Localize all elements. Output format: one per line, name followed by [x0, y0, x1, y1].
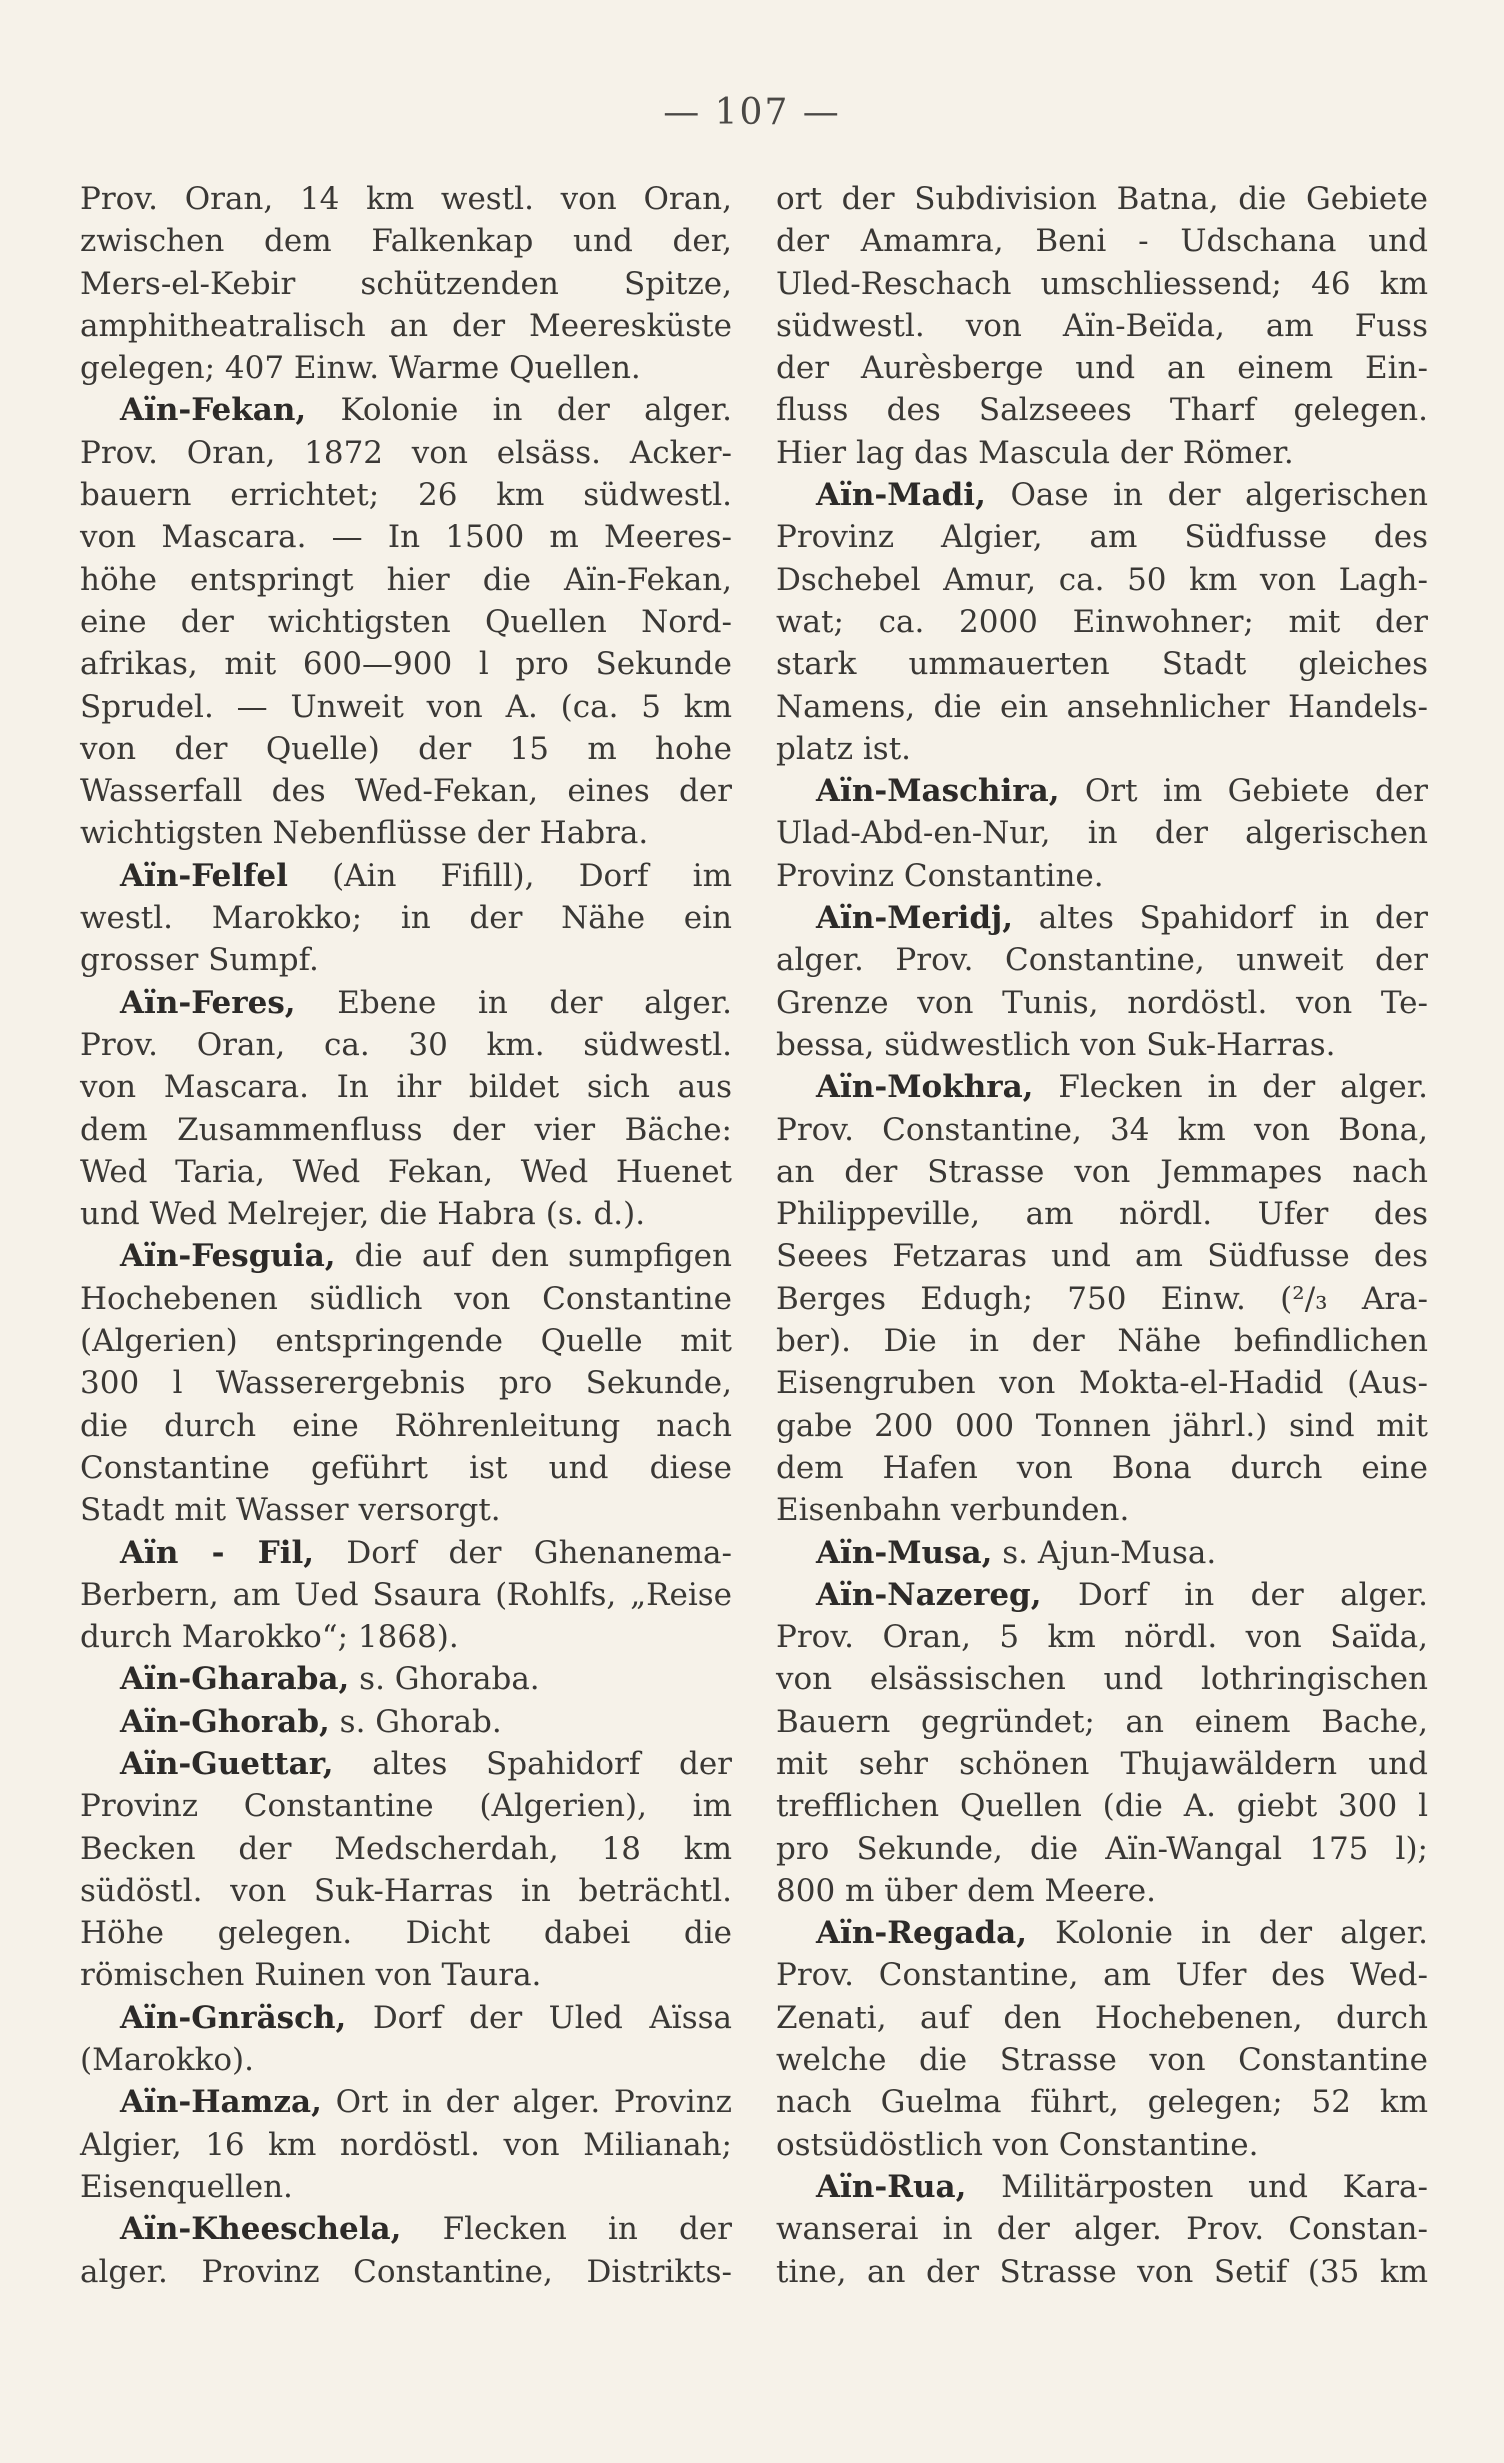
line-text: Constantine geführt ist und diese [80, 1449, 732, 1486]
text-line [776, 728, 1428, 770]
text-line [80, 474, 732, 516]
line-text: s. Ajun-Musa. [992, 1534, 1217, 1571]
line-text: Provinz Algier, am Südfusse des [776, 519, 1428, 556]
line-text: Dorf in der alger. [1041, 1576, 1428, 1613]
text-line [80, 643, 732, 685]
text-line [80, 2039, 732, 2081]
entry-headword: Aïn-Gharaba, [120, 1661, 350, 1698]
line-text: s. Ghorab. [329, 1703, 502, 1740]
line-text: der Amamra, Beni - Udschana und [776, 223, 1428, 260]
line-text: Flecken in der alger. [1033, 1069, 1428, 1106]
line-text: dem Hafen von Bona durch eine [776, 1449, 1428, 1486]
entry-first-line [776, 474, 1428, 516]
line-text: Ort in der alger. Provinz [321, 2084, 732, 2121]
line-text: Hier lag das Mascula der Römer. [776, 434, 1294, 471]
line-text: fluss des Salzseees Tharf gelegen. [776, 392, 1428, 429]
entry-first-line [80, 855, 732, 897]
line-text: die durch eine Röhrenleitung nach [80, 1407, 732, 1444]
line-text: südöstl. von Suk-Harras in beträchtl. [80, 1872, 732, 1909]
line-text: Prov. Constantine, am Ufer des Wed- [776, 1957, 1428, 1994]
text-line [776, 2251, 1428, 2293]
line-text: westl. Marokko; in der Nähe ein [80, 900, 732, 937]
line-text: Mers-el-Kebir schützenden Spitze, [80, 265, 732, 302]
text-line [776, 1785, 1428, 1827]
line-text: Seees Fetzaras und am Südfusse des [776, 1238, 1428, 1275]
line-text: von elsässischen und lothringischen [776, 1661, 1428, 1698]
line-text: ort der Subdivision Batna, die Gebiete [776, 181, 1428, 217]
entry-first-line [776, 1574, 1428, 1616]
text-line [776, 263, 1428, 305]
entry-headword: Aïn-Musa, [816, 1534, 993, 1571]
text-line [776, 686, 1428, 728]
entry-headword: Aïn-Maschira, [816, 773, 1060, 810]
line-text: bessa, südwestlich von Suk-Harras. [776, 1026, 1336, 1063]
entry-first-line [80, 1743, 732, 1785]
line-text: an der Strasse von Jemmapes nach [776, 1153, 1428, 1190]
text-line [80, 939, 732, 981]
entry-first-line [80, 1532, 732, 1574]
line-text: (Marokko). [80, 2042, 254, 2079]
line-text: Dorf der Ghenanema- [314, 1534, 732, 1571]
text-line [776, 1997, 1428, 2039]
text-line [80, 1362, 732, 1404]
text-line [80, 178, 732, 220]
entry-headword: Aïn-Felfel [120, 857, 288, 894]
entry-headword: Aïn-Regada, [816, 1915, 1028, 1952]
entry-headword: Aïn-Ghorab, [120, 1703, 330, 1740]
entry-headword: Aïn-Guettar, [120, 1745, 334, 1782]
page-number: — 107 — [663, 92, 841, 133]
line-text: von Mascara. — In 1500 m Meeres- [80, 519, 732, 556]
line-text: und Wed Melrejer, die Habra (s. d.). [80, 1196, 646, 1233]
line-text: höhe entspringt hier die Aïn-Fekan, [80, 561, 732, 598]
line-text: dem Zusammenfluss der vier Bäche: [80, 1111, 732, 1148]
line-text: Provinz Constantine. [776, 857, 1104, 894]
line-text: Namens, die ein ansehnlicher Handels- [776, 688, 1428, 725]
text-line [80, 1489, 732, 1531]
line-text: Prov. Oran, 14 km westl. von Oran, [80, 181, 732, 217]
text-line [80, 1320, 732, 1362]
line-text: Provinz Constantine (Algerien), im [80, 1788, 732, 1825]
text-line [776, 516, 1428, 558]
line-text: trefflichen Quellen (die A. giebt 300 l [776, 1788, 1428, 1825]
text-line [776, 1870, 1428, 1912]
line-text: Ulad-Abd-en-Nur, in der algerischen [776, 815, 1428, 852]
line-text: Eisengruben von Mokta-el-Hadid (Aus- [776, 1365, 1428, 1402]
text-line [776, 855, 1428, 897]
text-line [80, 2124, 732, 2166]
text-line [776, 1658, 1428, 1700]
text-line [80, 1109, 732, 1151]
line-text: Grenze von Tunis, nordöstl. von Te- [776, 984, 1428, 1021]
text-line [80, 1574, 732, 1616]
text-line [776, 1235, 1428, 1277]
line-text: Wed Taria, Wed Fekan, Wed Huenet [80, 1153, 732, 1190]
text-line [776, 1278, 1428, 1320]
line-text: alger. Prov. Constantine, unweit der [776, 942, 1428, 979]
line-text: Kolonie in der alger. [306, 392, 732, 429]
text-line [80, 516, 732, 558]
line-text: bauern errichtet; 26 km südwestl. [80, 477, 732, 514]
entry-first-line [776, 1912, 1428, 1954]
line-text: von der Quelle) der 15 m hohe [80, 730, 732, 767]
line-text: Berges Edugh; 750 Einw. (²/₃ Ara- [776, 1280, 1428, 1317]
right-column [776, 178, 1428, 2293]
entry-first-line [776, 1532, 1428, 1574]
text-line [776, 1828, 1428, 1870]
text-line [80, 2166, 732, 2208]
text-line [776, 982, 1428, 1024]
line-text: eine der wichtigsten Quellen Nord- [80, 603, 732, 640]
line-text: platz ist. [776, 730, 912, 767]
text-line [80, 897, 732, 939]
entry-headword: Aïn-Gnräsch, [120, 1999, 347, 2036]
text-line [776, 2081, 1428, 2123]
line-text: altes Spahidorf in der [1013, 900, 1428, 937]
text-line [776, 1447, 1428, 1489]
line-text: durch Marokko“; 1868). [80, 1619, 459, 1656]
line-text: Eisenquellen. [80, 2168, 293, 2205]
line-text: welche die Strasse von Constantine [776, 2042, 1428, 2079]
line-text: Flecken in der [401, 2211, 732, 2248]
line-text: afrikas, mit 600—900 l pro Sekunde [80, 646, 732, 683]
line-text: Ort im Gebiete der [1059, 773, 1428, 810]
line-text: Dorf der Uled Aïssa [346, 1999, 732, 2036]
left-column [80, 178, 732, 2293]
line-text: alger. Provinz Constantine, Distrikts- [80, 2253, 732, 2290]
text-line [80, 601, 732, 643]
text-line [80, 728, 732, 770]
line-text: mit sehr schönen Thujawäldern und [776, 1745, 1428, 1782]
text-line [80, 2251, 732, 2293]
text-line [776, 1701, 1428, 1743]
line-text: Philippeville, am nördl. Ufer des [776, 1196, 1428, 1233]
text-line [776, 1193, 1428, 1235]
line-text: stark ummauerten Stadt gleiches [776, 646, 1428, 683]
text-line [80, 1024, 732, 1066]
text-line [80, 1278, 732, 1320]
text-line [776, 2208, 1428, 2250]
line-text: altes Spahidorf der [333, 1745, 732, 1782]
line-text: von Mascara. In ihr bildet sich aus [80, 1069, 732, 1106]
line-text: gabe 200 000 Tonnen jährl.) sind mit [776, 1407, 1428, 1444]
text-line [776, 305, 1428, 347]
line-text: 300 l Wasserergebnis pro Sekunde, [80, 1365, 732, 1402]
line-text: südwestl. von Aïn-Beïda, am Fuss [776, 307, 1428, 344]
line-text: Bauern gegründet; an einem Bache, [776, 1703, 1428, 1740]
text-line [776, 178, 1428, 220]
entry-first-line [776, 1066, 1428, 1108]
text-line [776, 1362, 1428, 1404]
line-text: Zenati, auf den Hochebenen, durch [776, 1999, 1428, 2036]
text-line [776, 1954, 1428, 1996]
line-text: grosser Sumpf. [80, 942, 319, 979]
line-text: (Algerien) entspringende Quelle mit [80, 1323, 732, 1360]
text-line [80, 1193, 732, 1235]
line-text: römischen Ruinen von Taura. [80, 1957, 542, 1994]
line-text: Oase in der algerischen [985, 477, 1428, 514]
text-line [80, 263, 732, 305]
text-line [776, 220, 1428, 262]
line-text: pro Sekunde, die Aïn-Wangal 175 l); [776, 1830, 1428, 1867]
entry-first-line [776, 897, 1428, 939]
line-text: Sprudel. — Unweit von A. (ca. 5 km [80, 688, 732, 725]
line-text: wat; ca. 2000 Einwohner; mit der [776, 603, 1428, 640]
entry-first-line [80, 982, 732, 1024]
entry-first-line [80, 2208, 732, 2250]
line-text: Berbern, am Ued Ssaura (Rohlfs, „Reise [80, 1576, 732, 1613]
text-line [80, 1954, 732, 1996]
text-line [776, 939, 1428, 981]
line-text: wichtigsten Nebenflüsse der Habra. [80, 815, 649, 852]
text-line [80, 770, 732, 812]
line-text: (Ain Fifill), Dorf im [287, 857, 732, 894]
entry-first-line [80, 1997, 732, 2039]
text-line [776, 559, 1428, 601]
entry-headword: Aïn-Fekan, [120, 392, 307, 429]
text-line [80, 220, 732, 262]
text-line [776, 2124, 1428, 2166]
line-text: gelegen; 407 Einw. Warme Quellen. [80, 350, 641, 387]
text-line [80, 347, 732, 389]
text-line [776, 1743, 1428, 1785]
text-line [80, 432, 732, 474]
line-text: Prov. Oran, ca. 30 km. südwestl. [80, 1026, 732, 1063]
entry-headword: Aïn-Feres, [120, 984, 296, 1021]
entry-first-line [80, 1658, 732, 1700]
text-line [80, 686, 732, 728]
text-line [80, 1066, 732, 1108]
line-text: 800 m über dem Meere. [776, 1872, 1156, 1909]
text-line [776, 1489, 1428, 1531]
line-text: Prov. Constantine, 34 km von Bona, [776, 1111, 1428, 1148]
entry-first-line [80, 1701, 732, 1743]
text-line [80, 1828, 732, 1870]
entry-headword: Aïn-Rua, [816, 2168, 967, 2205]
line-text: nach Guelma führt, gelegen; 52 km [776, 2084, 1428, 2121]
text-line [776, 1109, 1428, 1151]
entry-headword: Aïn-Meridj, [816, 900, 1014, 937]
text-line [776, 1405, 1428, 1447]
text-line [776, 432, 1428, 474]
line-text: Stadt mit Wasser versorgt. [80, 1492, 501, 1529]
line-text: Uled-Reschach umschliessend; 46 km [776, 265, 1428, 302]
text-line [80, 812, 732, 854]
text-line [80, 559, 732, 601]
line-text: Algier, 16 km nordöstl. von Milianah; [80, 2126, 732, 2163]
entry-headword: Aïn - Fil, [120, 1534, 315, 1571]
line-text: Becken der Medscherdah, 18 km [80, 1830, 732, 1867]
line-text: zwischen dem Falkenkap und der, [80, 223, 732, 260]
text-line [80, 1616, 732, 1658]
text-line [776, 1616, 1428, 1658]
text-line [80, 1151, 732, 1193]
entry-first-line [80, 389, 732, 431]
line-text: Ebene in der alger. [295, 984, 732, 1021]
line-text: wanserai in der alger. Prov. Constan- [776, 2211, 1428, 2248]
line-text: tine, an der Strasse von Setif (35 km [776, 2253, 1428, 2290]
line-text: Hochebenen südlich von Constantine [80, 1280, 732, 1317]
text-line [776, 2039, 1428, 2081]
line-text: ostsüdöstlich von Constantine. [776, 2126, 1259, 2163]
text-line [80, 1870, 732, 1912]
line-text: Eisenbahn verbunden. [776, 1492, 1130, 1529]
text-line [80, 305, 732, 347]
entry-first-line [80, 1235, 732, 1277]
line-text: s. Ghoraba. [349, 1661, 540, 1698]
text-line [776, 1320, 1428, 1362]
entry-first-line [80, 2081, 732, 2123]
text-line [776, 643, 1428, 685]
entry-headword: Aïn-Fesguia, [120, 1238, 336, 1275]
line-text: Höhe gelegen. Dicht dabei die [80, 1915, 732, 1952]
text-line [80, 1405, 732, 1447]
line-text: Dschebel Amur, ca. 50 km von Lagh- [776, 561, 1428, 598]
text-line [776, 601, 1428, 643]
line-text: Wasserfall des Wed-Fekan, eines der [80, 773, 732, 810]
text-line [80, 1447, 732, 1489]
text-line [776, 1151, 1428, 1193]
text-line [776, 347, 1428, 389]
entry-first-line [776, 770, 1428, 812]
text-line [80, 1912, 732, 1954]
line-text: Prov. Oran, 1872 von elsäss. Acker- [80, 434, 732, 471]
text-line [776, 1024, 1428, 1066]
text-line [80, 1785, 732, 1827]
entry-headword: Aïn-Kheeschela, [120, 2211, 402, 2248]
line-text: die auf den sumpfigen [335, 1238, 732, 1275]
text-line [776, 812, 1428, 854]
line-text: Kolonie in der alger. [1027, 1915, 1428, 1952]
entry-headword: Aïn-Madi, [816, 477, 986, 514]
entry-headword: Aïn-Nazereg, [816, 1576, 1042, 1613]
entry-first-line [776, 2166, 1428, 2208]
line-text: amphitheatralisch an der Meeresküste [80, 307, 732, 344]
line-text: Prov. Oran, 5 km nördl. von Saïda, [776, 1619, 1428, 1656]
line-text: Militärposten und Kara- [966, 2168, 1428, 2205]
line-text: der Aurèsberge und an einem Ein- [776, 350, 1428, 387]
text-line [776, 389, 1428, 431]
line-text: ber). Die in der Nähe befindlichen [776, 1323, 1428, 1360]
entry-headword: Aïn-Mokhra, [816, 1069, 1034, 1106]
entry-headword: Aïn-Hamza, [120, 2084, 322, 2121]
